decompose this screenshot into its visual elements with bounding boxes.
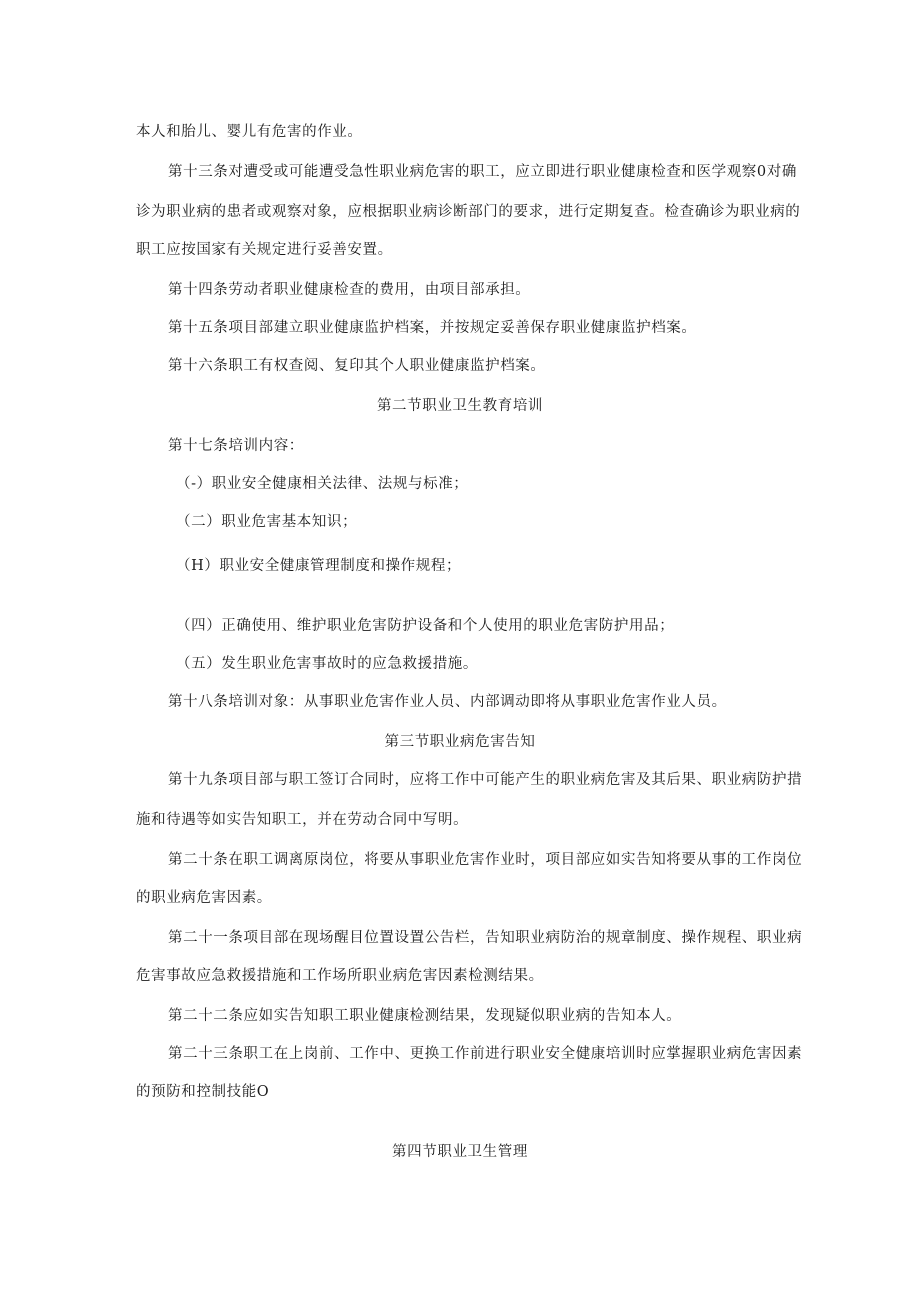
paragraph-line: 本人和胎儿、婴儿有危害的作业。 — [136, 124, 363, 140]
list-item: （H）职业安全健康管理制度和操作规程； — [176, 558, 462, 574]
article-23-line-1: 第二十三条职工在上岗前、工作中、更换工作前进行职业安全健康培训时应掌握职业病危害因素 — [168, 1046, 803, 1062]
article-23-line-2: 的预防和控制技能O — [136, 1084, 270, 1100]
section-heading-3: 第三节职业病危害告知 — [384, 734, 536, 750]
list-item: （四）正确使用、维护职业危害防护设备和个人使用的职业危害防护用品； — [176, 618, 675, 634]
list-item: （二）职业危害基本知识； — [176, 514, 358, 530]
article-16: 第十六条职工有权查阅、复印其个人职业健康监护档案。 — [168, 358, 546, 374]
article-17: 第十七条培训内容： — [168, 438, 304, 454]
article-22: 第二十二条应如实告知职工职业健康检测结果，发现疑似职业病的告知本人。 — [168, 1008, 682, 1024]
section-heading-4: 第四节职业卫生管理 — [392, 1144, 528, 1160]
list-item: （-）职业安全健康相关法律、法规与标准； — [176, 476, 469, 492]
article-20-line-2: 的职业病危害因素。 — [136, 890, 272, 906]
article-13-line-2: 诊为职业病的患者或观察对象，应根据职业病诊断部门的要求，进行定期复查。检查确诊为职业病的 — [136, 204, 801, 220]
article-21-line-1: 第二十一条项目部在现场醒目位置设置公告栏，告知职业病防治的规章制度、操作规程、职业病 — [168, 930, 803, 946]
article-19-line-2: 施和待遇等如实告知职工，并在劳动合同中写明。 — [136, 812, 469, 828]
article-18: 第十八条培训对象：从事职业危害作业人员、内部调动即将从事职业危害作业人员。 — [168, 694, 727, 710]
article-15: 第十五条项目部建立职业健康监护档案，并按规定妥善保存职业健康监护档案。 — [168, 320, 697, 336]
article-21-line-2: 危害事故应急救援措施和工作场所职业病危害因素检测结果。 — [136, 968, 544, 984]
article-14: 第十四条劳动者职业健康检查的费用，由项目部承担。 — [168, 282, 531, 298]
article-19-line-1: 第十九条项目部与职工签订合同时，应将工作中可能产生的职业病危害及其后果、职业病防护措 — [168, 772, 803, 788]
list-item: （五）发生职业危害事故时的应急救援措施。 — [176, 656, 478, 672]
article-13-line-3: 职工应按国家有关规定进行妥善安置。 — [136, 242, 393, 258]
section-heading-2: 第二节职业卫生教育培训 — [376, 398, 544, 414]
article-13-line-1: 第十三条对遭受或可能遭受急性职业病危害的职工，应立即进行职业健康检查和医学观察0对确 — [168, 164, 797, 180]
article-20-line-1: 第二十条在职工调离原岗位，将要从事职业危害作业时，项目部应如实告知将要从事的工作岗位 — [168, 852, 803, 868]
